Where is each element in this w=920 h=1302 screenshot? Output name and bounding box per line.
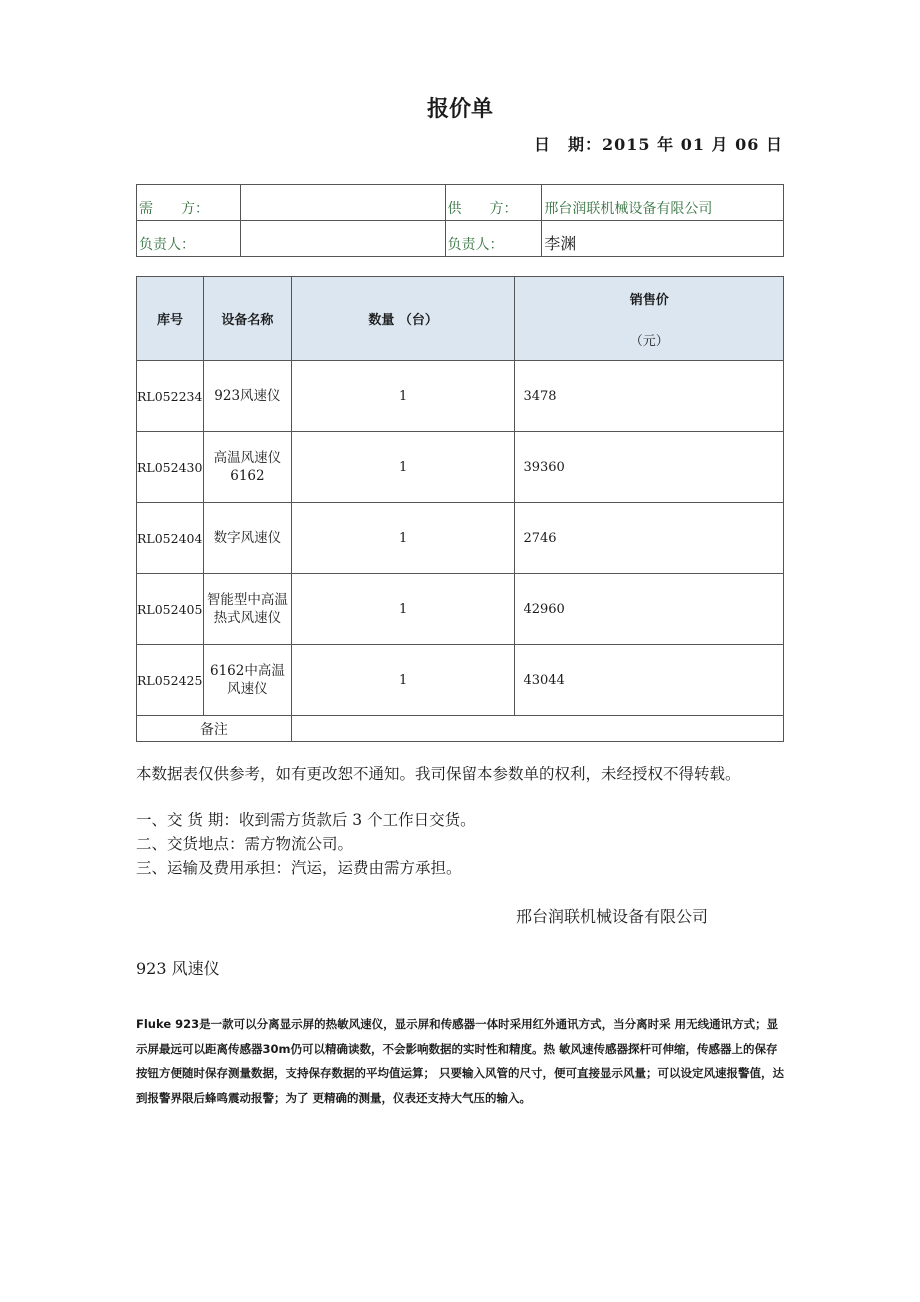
header-qty: 数量 （台） bbox=[291, 277, 515, 361]
company-signature: 邢台润联机械设备有限公司 bbox=[516, 907, 709, 926]
item-name: 智能型中高温热式风速仪 bbox=[203, 574, 291, 645]
supplier-contact-value: 李渊 bbox=[542, 221, 784, 257]
buyer-label: 需 方： bbox=[137, 185, 241, 221]
item-qty: 1 bbox=[291, 574, 515, 645]
header-price bbox=[515, 277, 784, 361]
product-title: 923 风速仪 bbox=[136, 959, 220, 978]
date-label: 日 期： bbox=[533, 135, 602, 154]
item-code: RL052234 bbox=[137, 361, 204, 432]
date-month-unit: 月 bbox=[711, 135, 729, 154]
item-code: RL052425 bbox=[137, 645, 204, 716]
buyer-contact-value bbox=[240, 221, 445, 257]
delivery-period-text: 一、交 货 期：收到需方货款后 3 个工作日交货。 bbox=[136, 811, 476, 829]
item-name: 6162中高温风速仪 bbox=[203, 645, 291, 716]
date-day: 06 bbox=[735, 135, 760, 154]
item-qty: 1 bbox=[291, 645, 515, 716]
header-price-line2: （元） bbox=[629, 333, 669, 349]
quote-date bbox=[534, 132, 783, 155]
item-qty: 1 bbox=[291, 361, 515, 432]
header-price-line1: 销售价 bbox=[629, 292, 669, 308]
item-price: 39360 bbox=[515, 432, 784, 503]
remark-label: 备注 bbox=[137, 716, 292, 742]
remark-value bbox=[291, 716, 783, 742]
buyer-contact-label: 负责人： bbox=[137, 221, 241, 257]
disclaimer-text: 本数据表仅供参考，如有更改恕不通知。我司保留本参数单的权利，未经授权不得转载。 bbox=[136, 765, 741, 783]
item-code: RL052430 bbox=[137, 432, 204, 503]
supplier-label: 供 方： bbox=[445, 185, 542, 221]
item-price: 42960 bbox=[515, 574, 784, 645]
item-price: 3478 bbox=[515, 361, 784, 432]
item-name: 高温风速仪6162 bbox=[203, 432, 291, 503]
supplier-contact-label: 负责人： bbox=[445, 221, 542, 257]
item-name: 923风速仪 bbox=[203, 361, 291, 432]
party-info-table bbox=[136, 184, 784, 257]
item-name: 数字风速仪 bbox=[203, 503, 291, 574]
date-year: 2015 bbox=[602, 135, 651, 154]
page-title: 报价单 bbox=[426, 97, 493, 122]
item-price: 2746 bbox=[515, 503, 784, 574]
item-qty: 1 bbox=[291, 503, 515, 574]
buyer-value bbox=[240, 185, 445, 221]
date-day-unit: 日 bbox=[765, 135, 783, 154]
item-code: RL052405 bbox=[137, 574, 204, 645]
remark-row bbox=[137, 716, 784, 742]
header-name: 设备名称 bbox=[203, 277, 291, 361]
table-header-row bbox=[137, 277, 784, 361]
item-price: 43044 bbox=[515, 645, 784, 716]
table-row bbox=[137, 361, 784, 432]
table-row bbox=[137, 574, 784, 645]
delivery-place-text: 二、交货地点：需方物流公司。 bbox=[136, 835, 354, 853]
product-description: Fluke 923是一款可以分离显示屏的热敏风速仪，显示屏和传感器一体时采用红外通讯方式，当分离时采 用无线通讯方式；显示屏最远可以距离传感器30m仍可以精确读数，不会影响数据的实时性和精度。热 敏风速传感器探杆可伸缩，传感器上的保存按钮方便随时保存测量数据，支持保存数据的平均值运算； 只要输入风管的尺寸，便可直接显示风量；可以设定风速报警值，达到报警界限后蜂鸣震动报警；为了 更精确的测量，仪表还支持大气压的输入。 bbox=[136, 1017, 784, 1105]
item-qty: 1 bbox=[291, 432, 515, 503]
quote-items-table bbox=[136, 276, 784, 742]
header-code: 库号 bbox=[137, 277, 204, 361]
shipping-text: 三、运输及费用承担：汽运，运费由需方承担。 bbox=[136, 859, 462, 877]
supplier-value: 邢台润联机械设备有限公司 bbox=[542, 185, 784, 221]
table-row bbox=[137, 432, 784, 503]
table-row bbox=[137, 645, 784, 716]
date-month: 01 bbox=[680, 135, 705, 154]
table-row bbox=[137, 503, 784, 574]
item-code: RL052404 bbox=[137, 503, 204, 574]
date-year-unit: 年 bbox=[657, 135, 675, 154]
